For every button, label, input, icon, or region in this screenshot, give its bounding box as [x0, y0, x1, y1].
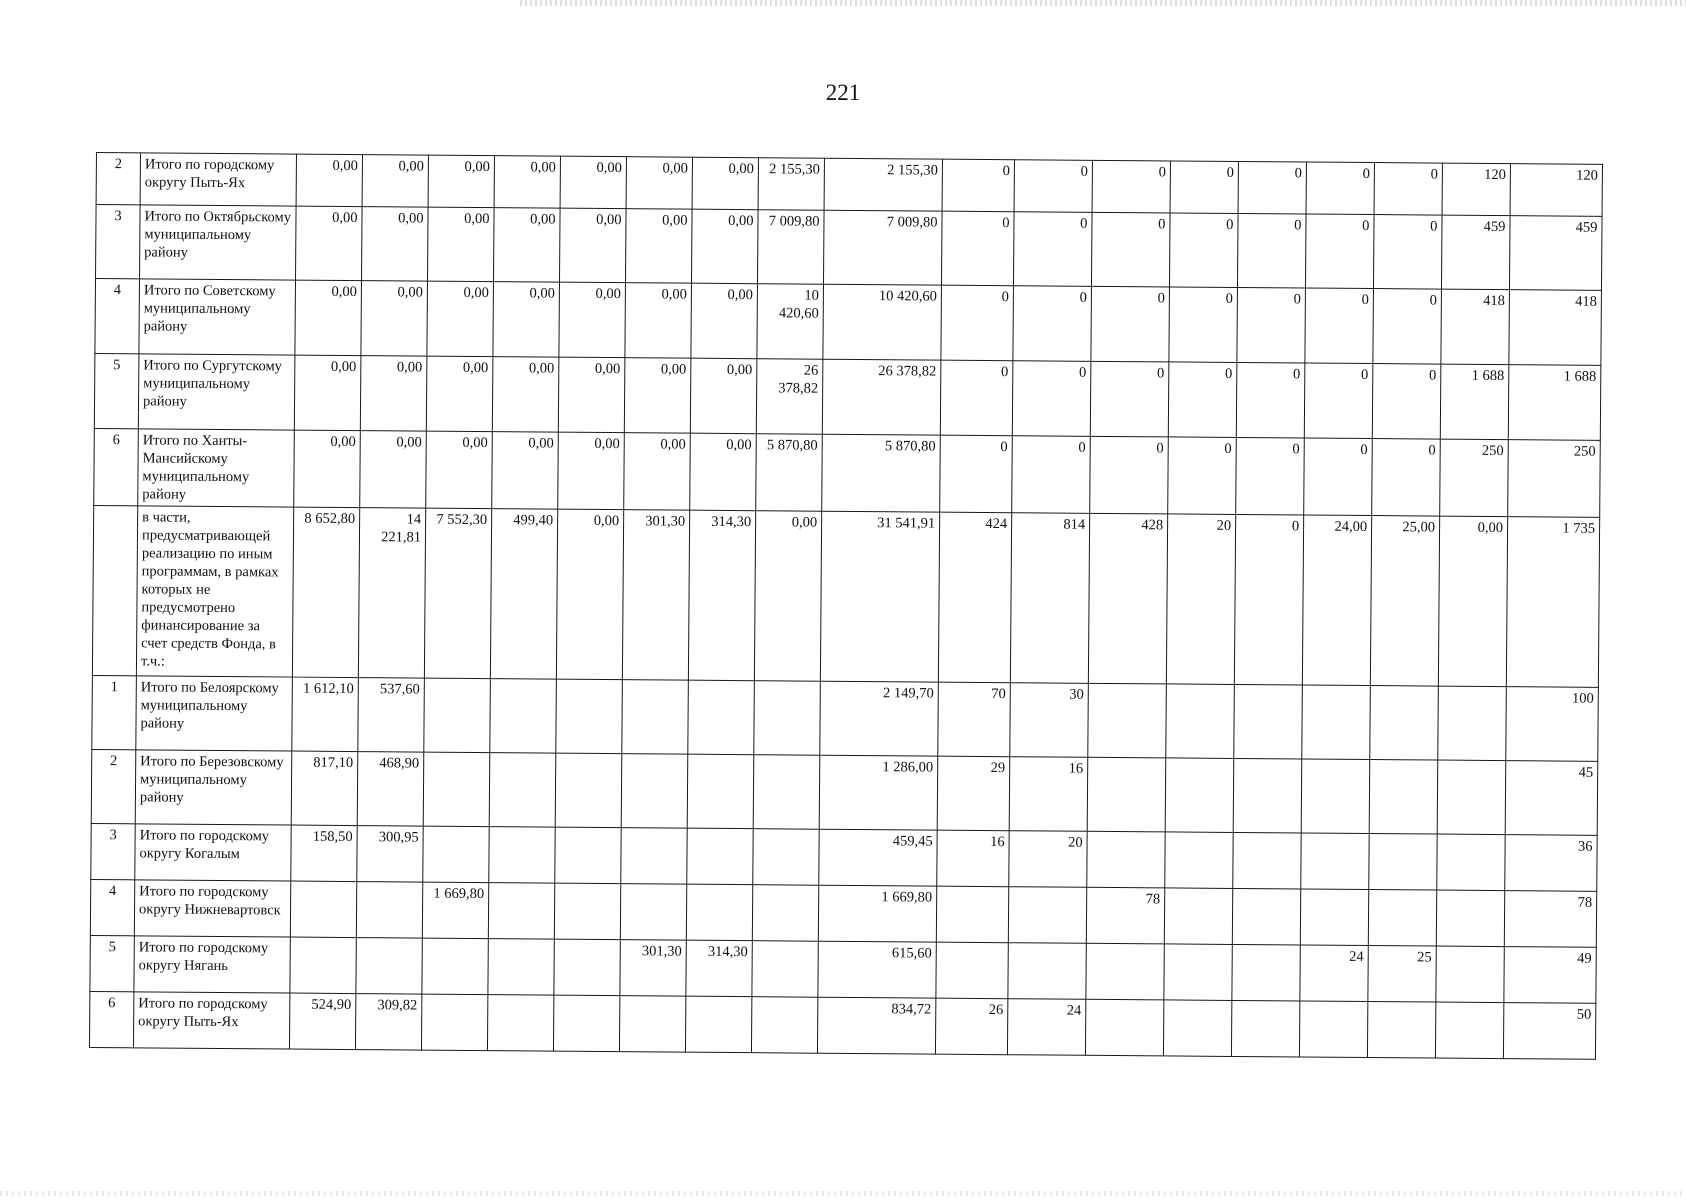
value-cell [687, 754, 754, 829]
value-cell: 0,00 [492, 357, 559, 433]
value-cell: 20 [1166, 514, 1235, 685]
value-cell [1087, 757, 1166, 832]
value-cell: 0 [1305, 288, 1374, 364]
row-name: Итого по городскому округу Нижневартовск [134, 880, 290, 937]
value-cell [1008, 943, 1086, 1000]
value-cell [754, 681, 821, 756]
value-cell [1436, 946, 1504, 1003]
value-cell: 29 [937, 756, 1010, 831]
value-cell: 78 [1504, 891, 1596, 948]
value-cell: 468,90 [357, 752, 424, 827]
value-cell: 250 [1508, 440, 1601, 518]
value-cell: 0,00 [296, 154, 362, 207]
value-cell: 0,00 [427, 207, 494, 282]
value-cell: 0,00 [428, 155, 494, 208]
value-cell: 0 [1091, 212, 1170, 287]
value-cell: 1 688 [1440, 364, 1509, 440]
value-cell: 26 [935, 998, 1007, 1055]
value-cell: 100 [1506, 687, 1599, 762]
row-number: 2 [96, 153, 140, 205]
value-cell: 1 612,10 [292, 677, 359, 752]
value-cell [753, 755, 820, 830]
value-cell: 0,00 [362, 155, 428, 208]
value-cell: 5 870,80 [822, 434, 941, 512]
value-cell [1435, 1002, 1503, 1059]
value-cell: 0 [941, 285, 1014, 361]
value-cell: 0 [1091, 286, 1170, 362]
value-cell [290, 881, 356, 938]
value-cell: 301,30 [622, 510, 689, 681]
table-row [94, 353, 1601, 440]
value-cell [423, 752, 490, 827]
value-cell [555, 827, 621, 884]
value-cell: 10 420,60 [757, 284, 824, 360]
row-number: 3 [91, 823, 135, 879]
value-cell [1370, 686, 1439, 761]
value-cell: 0,00 [558, 357, 625, 433]
value-cell: 424 [938, 512, 1011, 683]
value-cell: 817,10 [291, 751, 358, 826]
value-cell: 0,00 [427, 281, 494, 357]
value-cell: 16 [937, 830, 1009, 887]
value-cell: 2 155,30 [824, 158, 942, 211]
value-cell: 0 [1304, 438, 1373, 516]
value-cell [1233, 758, 1302, 833]
value-cell: 24,00 [1302, 515, 1371, 686]
table-row [89, 991, 1595, 1059]
value-cell [554, 939, 620, 996]
value-cell: 1 669,80 [818, 885, 936, 942]
value-cell [1301, 759, 1370, 834]
value-cell: 0 [1238, 161, 1306, 214]
value-cell: 26 378,82 [756, 359, 823, 435]
value-cell: 0,00 [360, 431, 427, 509]
row-name: в части, предусматривающей реализацию по иным программам, в рамках которых не предусмотрено финансирование за счет средств Фонда, в т.ч.: [136, 506, 293, 677]
row-number: 6 [94, 428, 139, 505]
row-number: 3 [96, 205, 141, 279]
value-cell: 0,00 [556, 509, 623, 680]
value-cell: 615,60 [818, 941, 936, 998]
value-cell: 0,00 [296, 206, 363, 281]
value-cell: 31 541,91 [820, 511, 939, 682]
value-cell [1163, 1000, 1231, 1057]
row-name: Итого по Ханты-Мансийскому муниципальному району [138, 429, 295, 507]
value-cell: 0,00 [1438, 516, 1507, 687]
value-cell [489, 753, 556, 828]
value-cell: 20 [1009, 831, 1087, 888]
value-cell [1165, 832, 1233, 889]
value-cell: 0,00 [559, 282, 626, 358]
value-cell: 0 [1013, 286, 1092, 362]
value-cell: 524,90 [289, 993, 355, 1050]
value-cell: 10 420,60 [823, 284, 942, 360]
value-cell [936, 886, 1008, 943]
value-cell [621, 828, 687, 885]
value-cell: 0 [942, 159, 1014, 212]
table-row [94, 428, 1601, 517]
row-number: 6 [89, 991, 133, 1047]
row-name: Итого по городскому округу Нягань [134, 936, 290, 993]
value-cell: 7 009,80 [757, 210, 824, 285]
value-cell: 0 [1013, 212, 1092, 287]
value-cell: 0 [1090, 361, 1169, 437]
table-row [95, 279, 1602, 366]
value-cell [554, 883, 620, 940]
value-cell [1437, 834, 1505, 891]
value-cell: 0 [1170, 161, 1238, 214]
value-cell [1165, 758, 1234, 833]
value-cell [1232, 944, 1300, 1001]
row-number [92, 505, 137, 675]
value-cell [752, 885, 818, 942]
value-cell [1367, 1002, 1435, 1059]
value-cell: 537,60 [358, 678, 425, 753]
row-name: Итого по Сургутскому муниципальному району [138, 354, 295, 430]
value-cell [1088, 683, 1167, 758]
value-cell [1302, 685, 1371, 760]
value-cell [488, 939, 554, 996]
value-cell: 0,00 [691, 283, 758, 359]
value-cell: 0,00 [294, 430, 361, 508]
value-cell [621, 754, 688, 829]
table-row [92, 675, 1599, 761]
value-cell: 0,00 [560, 156, 626, 209]
value-cell: 250 [1440, 439, 1509, 517]
value-cell: 0 [1306, 162, 1374, 215]
value-cell: 30 [1010, 683, 1089, 758]
value-cell [752, 941, 818, 998]
value-cell: 8 652,80 [292, 507, 359, 678]
value-cell: 0 [1168, 437, 1237, 515]
value-cell: 814 [1010, 513, 1089, 684]
value-cell: 0 [1090, 436, 1169, 514]
value-cell: 0,00 [691, 209, 758, 284]
value-cell [1232, 888, 1300, 945]
value-cell [620, 884, 686, 941]
value-cell: 120 [1442, 163, 1510, 216]
value-cell [490, 679, 557, 754]
value-cell [1166, 684, 1235, 759]
value-cell [1087, 831, 1165, 888]
value-cell: 0 [1012, 361, 1091, 437]
value-cell [1164, 888, 1232, 945]
value-cell: 0 [1236, 437, 1305, 515]
value-cell: 834,72 [817, 997, 935, 1054]
value-cell [356, 938, 422, 995]
value-cell: 0,00 [492, 432, 559, 510]
value-cell: 0 [1169, 287, 1238, 363]
value-cell [422, 938, 488, 995]
value-cell: 120 [1510, 164, 1602, 217]
table-row [96, 205, 1603, 291]
value-cell: 0,00 [559, 208, 626, 283]
value-cell [489, 827, 555, 884]
value-cell [555, 753, 622, 828]
value-cell [488, 883, 554, 940]
value-cell [622, 680, 689, 755]
value-cell: 0 [1237, 213, 1306, 288]
value-cell: 0,00 [624, 433, 691, 511]
value-cell: 0 [1372, 364, 1441, 440]
value-cell: 0,00 [295, 280, 362, 356]
row-name: Итого по городскому округу Пыть-Ях [140, 153, 296, 206]
value-cell [1300, 889, 1368, 946]
value-cell: 0,00 [626, 157, 692, 210]
value-cell: 0 [1304, 363, 1373, 439]
value-cell: 0,00 [361, 207, 428, 282]
value-cell: 0,00 [361, 281, 428, 357]
value-cell [686, 884, 752, 941]
value-cell: 25,00 [1370, 516, 1439, 687]
value-cell: 0,00 [493, 208, 560, 283]
value-cell: 7 009,80 [823, 210, 942, 285]
value-cell: 0 [1373, 215, 1442, 290]
value-cell [1436, 890, 1504, 947]
scan-artifact-top [520, 0, 1686, 6]
value-cell: 0 [1234, 514, 1303, 685]
value-cell [936, 942, 1008, 999]
value-cell: 428 [1088, 513, 1167, 684]
data-table [89, 152, 1603, 1060]
value-cell: 418 [1441, 289, 1510, 365]
value-cell [1369, 834, 1437, 891]
value-cell [619, 996, 685, 1053]
value-cell: 0,00 [690, 433, 757, 511]
value-cell [424, 678, 491, 753]
value-cell: 0 [940, 435, 1013, 513]
value-cell [1086, 943, 1164, 1000]
row-name: Итого по Советскому муниципальному району [139, 279, 296, 355]
value-cell [1234, 684, 1303, 759]
value-cell: 7 552,30 [424, 508, 491, 679]
row-name: Итого по Белоярскому муниципальному району [136, 676, 293, 751]
value-cell: 2 155,30 [758, 158, 824, 211]
value-cell: 5 870,80 [756, 434, 823, 512]
value-cell: 0 [941, 211, 1014, 286]
value-cell: 0 [1169, 213, 1238, 288]
value-cell [356, 882, 422, 939]
value-cell: 0,00 [625, 209, 692, 284]
value-cell: 0 [1305, 214, 1374, 289]
value-cell [556, 679, 623, 754]
row-number: 4 [95, 279, 140, 354]
value-cell: 24 [1300, 945, 1368, 1002]
value-cell [1085, 999, 1163, 1056]
value-cell: 2 149,70 [820, 681, 939, 756]
value-cell: 0 [1372, 439, 1441, 517]
value-cell [1233, 832, 1301, 889]
value-cell [1437, 760, 1506, 835]
row-name: Итого по городскому округу Когалым [135, 824, 291, 881]
value-cell: 499,40 [490, 509, 557, 680]
value-cell: 0,00 [625, 283, 692, 359]
scan-artifact-bottom [0, 1191, 1686, 1196]
value-cell [1438, 686, 1507, 761]
value-cell [1164, 944, 1232, 1001]
value-cell: 1 735 [1506, 517, 1599, 688]
value-cell: 300,95 [357, 826, 423, 883]
value-cell [290, 937, 356, 994]
value-cell: 0 [1373, 289, 1442, 365]
row-number: 4 [90, 879, 134, 935]
value-cell: 45 [1505, 761, 1598, 836]
value-cell [423, 826, 489, 883]
value-cell [1231, 1000, 1299, 1057]
value-cell [685, 996, 751, 1053]
value-cell [1368, 890, 1436, 947]
table-row [91, 749, 1598, 835]
value-cell [753, 829, 819, 886]
value-cell: 0 [1092, 160, 1170, 213]
value-cell: 0,00 [493, 282, 560, 358]
value-cell: 0 [940, 360, 1013, 436]
value-cell: 158,50 [291, 825, 357, 882]
value-cell: 314,30 [688, 510, 755, 681]
value-cell: 0 [1374, 163, 1442, 216]
row-number: 2 [91, 749, 136, 823]
page-number: 221 [825, 80, 861, 105]
value-cell: 16 [1009, 757, 1088, 832]
value-cell: 1 286,00 [819, 755, 938, 830]
value-cell: 0,00 [360, 356, 427, 432]
row-number: 5 [94, 353, 139, 428]
value-cell: 314,30 [686, 940, 752, 997]
value-cell: 459 [1509, 216, 1602, 291]
value-cell [751, 997, 817, 1054]
value-cell: 49 [1504, 947, 1596, 1004]
value-cell: 418 [1509, 290, 1602, 366]
value-cell: 0 [1012, 436, 1091, 514]
row-number: 1 [92, 675, 137, 749]
row-number: 5 [90, 935, 134, 991]
value-cell [687, 828, 753, 885]
value-cell: 25 [1368, 946, 1436, 1003]
value-cell: 0 [1168, 362, 1237, 438]
value-cell [1369, 760, 1438, 835]
value-cell [1008, 887, 1086, 944]
value-cell: 26 378,82 [822, 359, 941, 435]
value-cell [1301, 833, 1369, 890]
value-cell: 0,00 [692, 157, 758, 210]
row-name: Итого по городскому округу Пыть-Ях [133, 992, 289, 1049]
value-cell: 0,00 [754, 511, 821, 682]
value-cell [421, 994, 487, 1051]
value-cell: 0,00 [624, 358, 691, 434]
value-cell: 309,82 [355, 994, 421, 1051]
value-cell: 24 [1007, 999, 1085, 1056]
value-cell: 50 [1503, 1003, 1595, 1060]
value-cell: 1 669,80 [422, 882, 488, 939]
value-cell: 70 [938, 682, 1011, 757]
value-cell: 0,00 [494, 156, 560, 209]
value-cell [1299, 1001, 1367, 1058]
value-cell: 0 [1236, 362, 1305, 438]
value-cell: 36 [1505, 835, 1597, 892]
value-cell: 459,45 [819, 829, 937, 886]
value-cell: 459 [1441, 215, 1510, 290]
row-name: Итого по Октябрьскому муниципальному району [140, 205, 297, 280]
value-cell: 0 [1014, 160, 1092, 213]
value-cell: 0,00 [426, 356, 493, 432]
value-cell: 1 688 [1508, 365, 1601, 441]
value-cell: 0,00 [426, 431, 493, 509]
table-row [92, 505, 1599, 687]
value-cell [688, 680, 755, 755]
value-cell: 0 [1237, 287, 1306, 363]
value-cell: 78 [1086, 887, 1164, 944]
value-cell: 0,00 [690, 358, 757, 434]
value-cell [487, 995, 553, 1052]
row-name: Итого по Березовскому муниципальному району [135, 750, 292, 825]
value-cell [553, 995, 619, 1052]
value-cell: 0,00 [558, 432, 625, 510]
value-cell: 301,30 [620, 940, 686, 997]
value-cell: 0,00 [294, 355, 361, 431]
value-cell: 14 221,81 [358, 508, 425, 679]
